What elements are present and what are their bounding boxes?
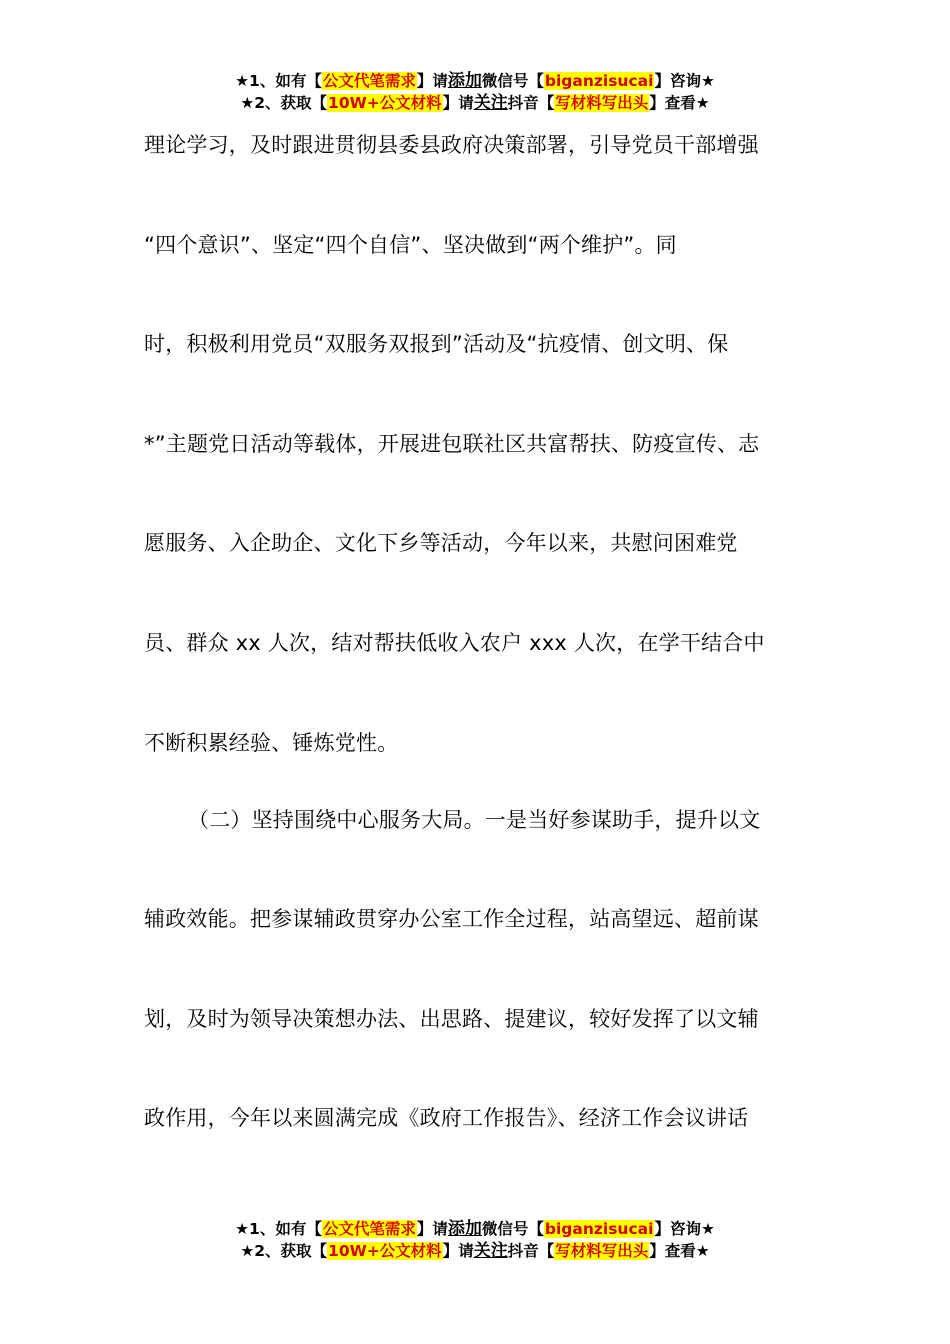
section-heading-line: （二）坚持围绕中心服务大局。一是当好参谋助手，提升以文 [188,807,761,832]
banner-text: 】请 [416,72,448,90]
footer-banner [0,1218,950,1262]
banner-text: ★1、如有【 [235,1220,322,1238]
highlight-service: 公文代笔需求 [322,72,416,90]
highlight-materials: 10W+公文材料 [328,1242,442,1260]
body-line: 划，及时为领导决策想办法、出思路、提建议，较好发挥了以文辅 [144,1006,759,1031]
underlined-text: 添加 [447,71,482,91]
header-banner [0,70,950,114]
body-line: 愿服务、入企助企、文化下乡等活动，今年以来，共慰问困难党 [144,531,738,556]
banner-text: 】请 [442,1242,474,1260]
body-line: 员、群众 xx 人次，结对帮扶低收入农户 xxx 人次，在学干结合中 [144,630,765,655]
banner-text: ★2、获取【 [240,1242,328,1260]
banner-line-2 [0,1240,950,1262]
highlight-douyin-account: 写材料写出头 [555,1242,649,1260]
banner-text: 】请 [442,94,474,112]
banner-line-1 [0,70,950,92]
banner-text: ★1、如有【 [235,72,322,90]
highlight-wechat-id: biganzisucai [544,72,654,90]
document-body [144,127,794,1200]
banner-line-2 [0,92,950,114]
banner-text: 】查看★ [649,94,710,112]
body-line: 理论学习，及时跟进贯彻县委县政府决策部署，引导党员干部增强 [144,133,759,157]
banner-text: 抖音【 [507,94,555,112]
body-line: “四个意识”、坚定“四个自信”、坚决做到“两个维护”。同 [144,232,677,257]
body-line: *”主题党日活动等载体，开展进包联社区共富帮扶、防疫宣传、志 [144,431,760,456]
banner-text: 】查看★ [649,1242,710,1260]
banner-text: 】咨询★ [654,72,715,90]
highlight-materials: 10W+公文材料 [328,94,442,112]
banner-text: 】请 [416,1220,448,1238]
underlined-text: 添加 [447,1219,482,1239]
body-line: 不断积累经验、锤炼党性。 [144,730,399,755]
highlight-douyin-account: 写材料写出头 [555,94,649,112]
body-line: 辅政效能。把参谋辅政贯穿办公室工作全过程，站高望远、超前谋 [144,907,759,932]
banner-text: 抖音【 [507,1242,555,1260]
body-line: 时，积极利用党员“双服务双报到”活动及“抗疫情、创文明、保 [144,332,729,357]
banner-text: 微信号【 [481,1220,544,1238]
banner-text: 】咨询★ [654,1220,715,1238]
banner-text: 微信号【 [481,72,544,90]
body-line: 政作用，今年以来圆满完成《政府工作报告》、经济工作会议讲话 [144,1106,749,1131]
highlight-service: 公文代笔需求 [322,1220,416,1238]
underlined-text: 关注 [473,1241,508,1261]
underlined-text: 关注 [473,93,508,113]
banner-line-1 [0,1218,950,1240]
banner-text: ★2、获取【 [240,94,328,112]
highlight-wechat-id: biganzisucai [544,1220,654,1238]
